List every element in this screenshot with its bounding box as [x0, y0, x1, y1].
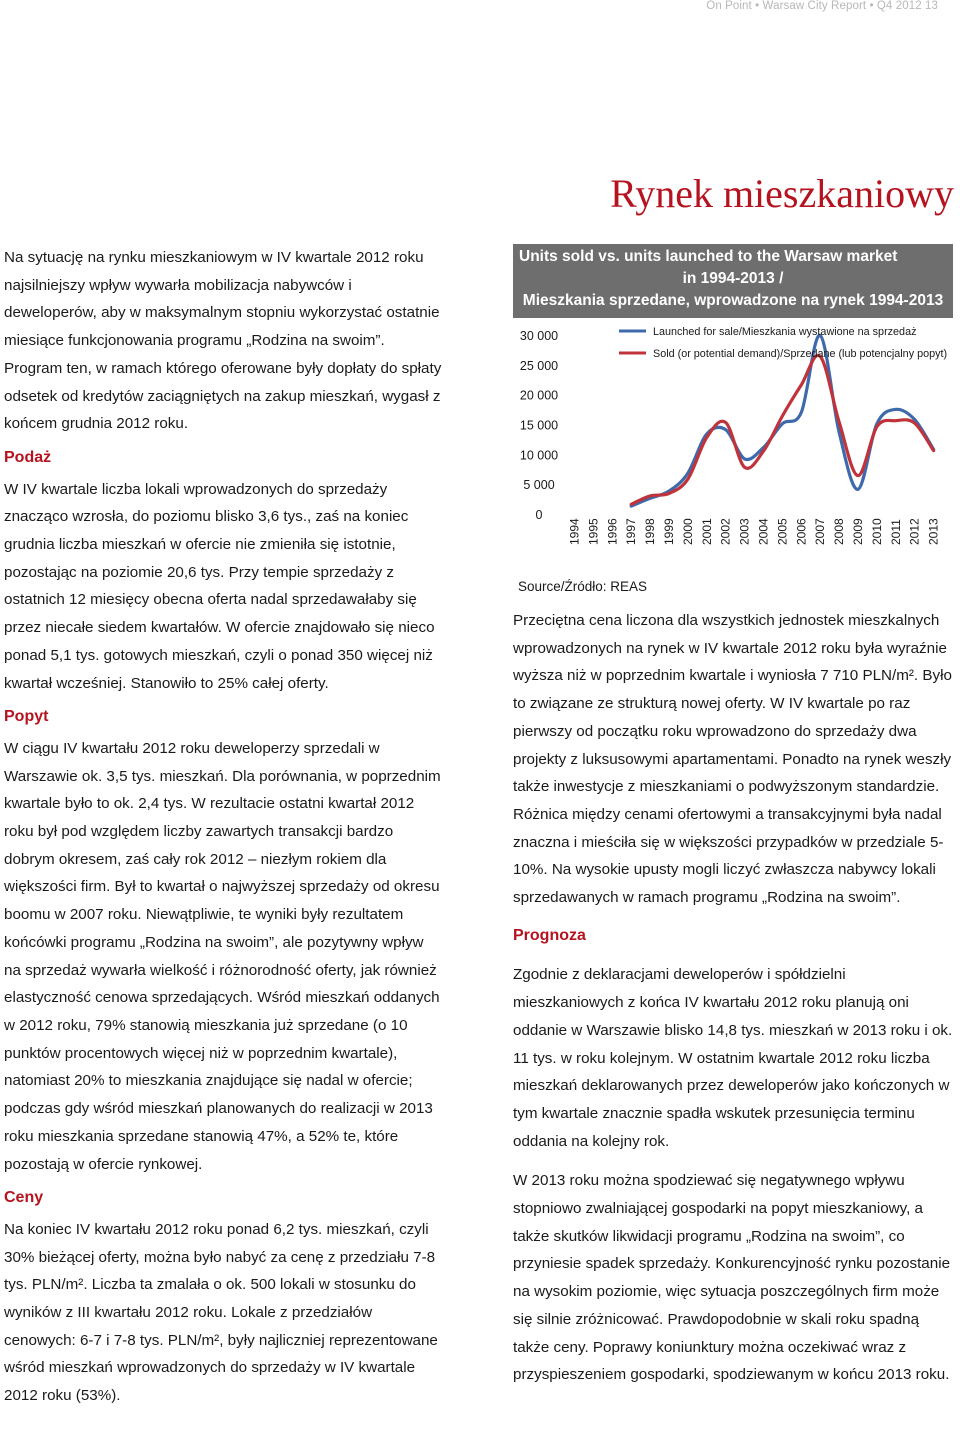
x-tick-label: 2001 — [699, 518, 714, 545]
y-tick-label: 25 000 — [519, 358, 559, 373]
x-tick-label: 2003 — [737, 518, 752, 545]
legend-label: Sold (or potential demand)/Sprzedane (lub potencjalny popyt) — [653, 348, 948, 360]
x-tick-label: 2002 — [718, 518, 733, 545]
y-tick-label: 10 000 — [519, 448, 559, 463]
chart-panel — [513, 244, 953, 604]
x-tick-label: 2000 — [680, 518, 695, 545]
forecast-paragraph-1: Zgodnie z deklaracjami deweloperów i spółdzielni mieszkaniowych z końca IV kwartału 2012 roku planują oni oddanie w Warszawie blisko 14,8 tys. mieszkań w 2013 roku i ok. 11 tys. w roku kolejnym. W ostatnim kwartale 2012 roku liczba mieszkań deklarowanych przez deweloperów jako kończonych w tym kwartale znacznie spadła wskutek przesunięcia terminu oddania na kolejny rok. — [513, 966, 953, 1150]
y-tick-label: 20 000 — [519, 388, 559, 403]
page-title: Rynek mieszkaniowy — [610, 171, 954, 216]
x-tick-label: 2008 — [832, 518, 847, 545]
x-tick-label: 1995 — [586, 518, 601, 545]
x-tick-label: 2004 — [756, 518, 771, 545]
supply-paragraph: W IV kwartale liczba lokali wprowadzonych do sprzedaży znacząco wzrosła, do poziomu blisko 3,6 tys., zaś na koniec grudnia liczba mieszkań w ofercie nie zmieniła się istotnie, pozostając na poziomie 20,6 tys. Przy tempie sprzedaży z ostatnich 12 miesięcy obecna oferta nadal sprzedawałaby się przez niecałe siedem kwartałów. W ofercie znajdowało się nieco ponad 5,1 tys. gotowych mieszkań, czyli o ponad 350 więcej niż kwartał wcześniej. Stanowiło to 25% całej oferty. — [4, 480, 435, 692]
x-tick-label: 2013 — [926, 518, 941, 545]
right-column — [513, 607, 953, 1389]
chart-source: Source/Źródło: REAS — [518, 579, 648, 594]
x-tick-label: 2012 — [907, 518, 922, 545]
series-line-sold — [631, 355, 933, 504]
chart-title-line-1: Units sold vs. units launched to the Warsaw market — [519, 248, 898, 265]
prices-heading: Ceny — [4, 1189, 44, 1207]
y-tick-label: 15 000 — [519, 418, 559, 433]
chart-title-line-3: Mieszkania sprzedane, wprowadzone na rynek 1994-2013 — [522, 292, 944, 309]
x-tick-label: 1998 — [643, 518, 658, 545]
x-tick-label: 1999 — [661, 518, 676, 545]
y-tick-label: 0 — [535, 508, 543, 522]
supply-heading: Podaż — [4, 448, 52, 466]
x-tick-label: 2009 — [850, 518, 865, 545]
intro-paragraph: Na sytuację na rynku mieszkaniowym w IV kwartale 2012 roku najsilniejszy wpływ wywarła mobilizacja nabywców i deweloperów, aby w maksymalnym stopniu wykorzystać ostatnie miesiące funkcjonowania programu „Rodzina na swoim”. Program ten, w ramach którego oferowane były dopłaty do spłaty odsetek od kredytów zaciągniętych na zakup mieszkań, wygasł z końcem grudnia 2012 roku. — [4, 249, 442, 433]
x-tick-label: 1997 — [624, 518, 639, 545]
running-header: On Point • Warsaw City Report • Q4 2012 13 — [706, 0, 938, 12]
x-tick-label: 1996 — [605, 518, 620, 545]
left-column — [4, 244, 444, 1410]
demand-paragraph: W ciągu IV kwartału 2012 roku deweloperzy sprzedali w Warszawie ok. 3,5 tys. mieszkań. Dla porównania, w poprzednim kwartale było to ok. 2,4 tys. W rezultacie ostatni kwartał 2012 roku był pod względem liczby zawartych transakcji bardzo dobrym okresem, zaś cały rok 2012 – niezłym rokiem dla większości firm. Był to kwartał o najwyższej sprzedaży od okresu boomu w 2007 roku. Niewątpliwie, te wyniki były rezultatem końcówki programu „Rodzina na swoim”, ale pozytywny wpływ na sprzedaż wywarła wielkość i różnorodność oferty, jak również elastyczność cenowa sprzedających. Wśród mieszkań oddanych w 2012 roku, 79% stanowią mieszkania już sprzedane (o 10 punktów procentowych więcej niż w poprzednim kwartale), natomiast 20% to mieszkania znajdujące się nadal w ofercie; podczas gdy wśród mieszkań planowanych do realizacji w 2013 roku mieszkania sprzedane stanowią 47%, a 52% te, które pozostają w ofercie rynkowej. — [4, 739, 441, 1173]
x-tick-label: 2011 — [888, 519, 903, 545]
forecast-paragraph-2: W 2013 roku można spodziewać się negatywnego wpływu stopniowo zwalniającej gospodarki na popyt mieszkaniowy, a także skutków likwidacji programu „Rodzina na swoim”, co przyniesie spadek sprzedaży. Konkurencyjność rynku pozostanie na wysokim poziomie, więc sytuacja poszczególnych firm może się silnie zróżnicować. Prawdopodobnie w skali roku spadną także ceny. Poprawy koniunktury można oczekiwać wraz z przyspieszeniem gospodarki, spodziewanym w końcu 2013 roku. — [513, 1172, 951, 1384]
x-tick-label: 2005 — [775, 518, 790, 545]
x-tick-label: 1994 — [567, 518, 582, 545]
forecast-heading: Prognoza — [513, 926, 586, 944]
chart-title-line-2: in 1994-2013 / — [682, 270, 784, 287]
y-tick-label: 30 000 — [519, 329, 559, 343]
legend-label: Launched for sale/Mieszkania wystawione na sprzedaż — [653, 326, 917, 338]
price-paragraph: Przeciętna cena liczona dla wszystkich jednostek mieszkalnych wprowadzonych na rynek w IV kwartale 2012 roku była wyraźnie wyższa niż w poprzednim kwartale i wyniosła 7 710 PLN/m². Było to związane ze strukturą nowej oferty. W IV kwartale po raz pierwszy od początku roku wprowadzono do sprzedaży dwa projekty z luksusowymi apartamentami. Ponadto na rynek weszły także inwestycje z mieszkaniami o podwyższonym standardzie. Różnica między cenami ofertowymi a transakcyjnymi była nadal znaczna i mieściła się w większości przypadków w przedziale 5-10%. Na wysokie upusty mogli liczyć zwłaszcza nabywcy lokali sprzedawanych w ramach programu „Rodzina na swoim”. — [513, 612, 952, 907]
prices-paragraph: Na koniec IV kwartału 2012 roku ponad 6,2 tys. mieszkań, czyli 30% bieżącej oferty, można było nabyć za cenę z przedziału 7-8 tys. PLN/m². Liczba ta zmalała o ok. 500 lokali w stosunku do wyników z III kwartału 2012 roku. Lokale z przedziałów cenowych: 6-7 i 7-8 tys. PLN/m², były najliczniej reprezentowane wśród mieszkań wprowadzonych do sprzedaży w IV kwartale 2012 roku (53%). — [4, 1220, 438, 1405]
line-chart — [513, 244, 953, 579]
x-tick-label: 2006 — [794, 518, 809, 545]
x-tick-label: 2007 — [813, 518, 828, 545]
demand-heading: Popyt — [4, 708, 49, 726]
x-tick-label: 2010 — [869, 518, 884, 545]
y-tick-label: 5 000 — [523, 478, 555, 493]
